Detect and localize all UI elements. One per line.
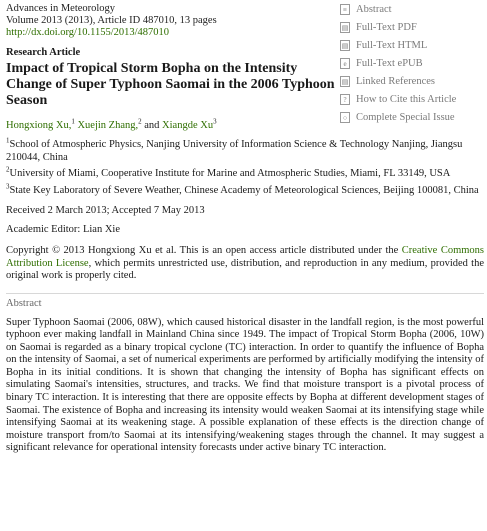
author-link[interactable]: Xiangde Xu bbox=[162, 120, 214, 131]
author-sup: 1 bbox=[71, 117, 75, 126]
volume-info: Volume 2013 (2013), Article ID 487010, 13 pages bbox=[6, 15, 217, 26]
affiliation-item: $^3$State Key Laboratory of Severe Weather, Chinese Academy of Meteorological Sciences, Beijing 100081, China bbox=[6, 182, 479, 196]
sidebar-item-references[interactable] bbox=[340, 72, 487, 90]
sidebar-item-cite[interactable] bbox=[340, 90, 487, 108]
sidebar-item-html[interactable] bbox=[340, 36, 487, 54]
cite-icon: ? bbox=[340, 94, 350, 105]
pdf-icon: ▤ bbox=[341, 23, 349, 32]
sidebar-item-epub[interactable] bbox=[340, 54, 487, 72]
sidebar-item-label: Full-Text PDF bbox=[356, 21, 417, 33]
article-type: Research Article bbox=[6, 47, 81, 58]
divider bbox=[6, 293, 484, 294]
sidebar-item-abstract[interactable] bbox=[340, 0, 487, 18]
abstract-icon: ≡ bbox=[340, 4, 350, 15]
doi-link[interactable]: http://dx.doi.org/10.1155/2013/487010 bbox=[6, 27, 170, 38]
author-link[interactable]: Hongxiong Xu, bbox=[6, 120, 72, 131]
sidebar-item-label: How to Cite this Article bbox=[356, 93, 457, 105]
authors-and: and bbox=[144, 120, 160, 131]
copyright-notice: Copyright © 2013 Hongxiong Xu et al. This is an open access article distributed under the Creative Commons Attribution License, which permits unrestricted use, distribution, and reproduction in any medium, provided the original work is properly cited. bbox=[6, 245, 484, 281]
license-link[interactable]: Creative Commons Attribution License bbox=[6, 245, 484, 269]
author-sup: 3 bbox=[213, 117, 217, 126]
references-icon: ▤ bbox=[341, 77, 349, 86]
author-sup: 2 bbox=[138, 117, 142, 126]
sidebar-item-label: Linked References bbox=[356, 75, 436, 87]
html-icon: ▤ bbox=[341, 41, 349, 50]
affiliation-item: $^1$School of Atmospheric Physics, Nanjing University of Information Science & Technology Nanjing, Jiangsu 210044, China bbox=[6, 136, 463, 163]
sidebar-item-label: Abstract bbox=[356, 3, 392, 15]
epub-icon: e bbox=[340, 58, 350, 69]
affiliations bbox=[6, 136, 484, 197]
received-dates: Received 2 March 2013; Accepted 7 May 2013 bbox=[6, 205, 205, 216]
sidebar-item-label: Full-Text HTML bbox=[356, 39, 428, 51]
journal-name: Advances in Meteorology bbox=[6, 3, 116, 14]
sidebar-item-pdf[interactable] bbox=[340, 18, 487, 36]
abstract-heading: Abstract bbox=[6, 297, 42, 309]
special-issue-icon: ○ bbox=[340, 112, 350, 123]
sidebar-item-special-issue[interactable] bbox=[340, 108, 487, 126]
academic-editor: Academic Editor: Lian Xie bbox=[6, 224, 120, 235]
sidebar-item-label: Full-Text ePUB bbox=[356, 57, 423, 69]
article-sidebar bbox=[340, 0, 487, 126]
sidebar-item-label: Complete Special Issue bbox=[356, 111, 455, 123]
affiliation-item: $^2$University of Miami, Cooperative Institute for Marine and Atmospheric Studies, Miami, FL 33149, USA bbox=[6, 165, 451, 179]
author-link[interactable]: Xuejin Zhang, bbox=[77, 120, 139, 131]
abstract-text: Super Typhoon Saomai (2006, 08W), which caused historical disaster in the landfall region, is the most powerful typhoon ever making landfall in Mainland China since 1949. The impact of Tropical Storm Bopha (2006, 10W) on Saomai is regarded as a binary tropical cyclone (TC) interaction. In order to quantify the influence of Bopha on the intensity of Saomai, a set of numerical experiments are performed by artificially modifying the intensity of Bopha in its initial conditions. It is shown that changing the intensity of Bopha has significant effects on simulating Saomai's intensities, structures, and tracks. We find that moisture transport is a pivotal process of binary TC interaction. It is interesting that there are opposite effects by Bopha at different development stages of Saomai. The existence of Bopha and increasing its intensity would weaken Saomai at its intensifying stage while intensifying Saomai at its weakening stage. A possible explanation of these effects is the direction change of moisture transport from/to Saomai at its intensifying/weakening stages through the channel. It may suggest a significant relevance for operational intensity forecasts under active binary TC interaction. bbox=[6, 316, 484, 454]
article-title: Impact of Tropical Storm Bopha on the Intensity Change of Super Typhoon Saomai in the 2006 Typhoon Season bbox=[6, 61, 335, 108]
